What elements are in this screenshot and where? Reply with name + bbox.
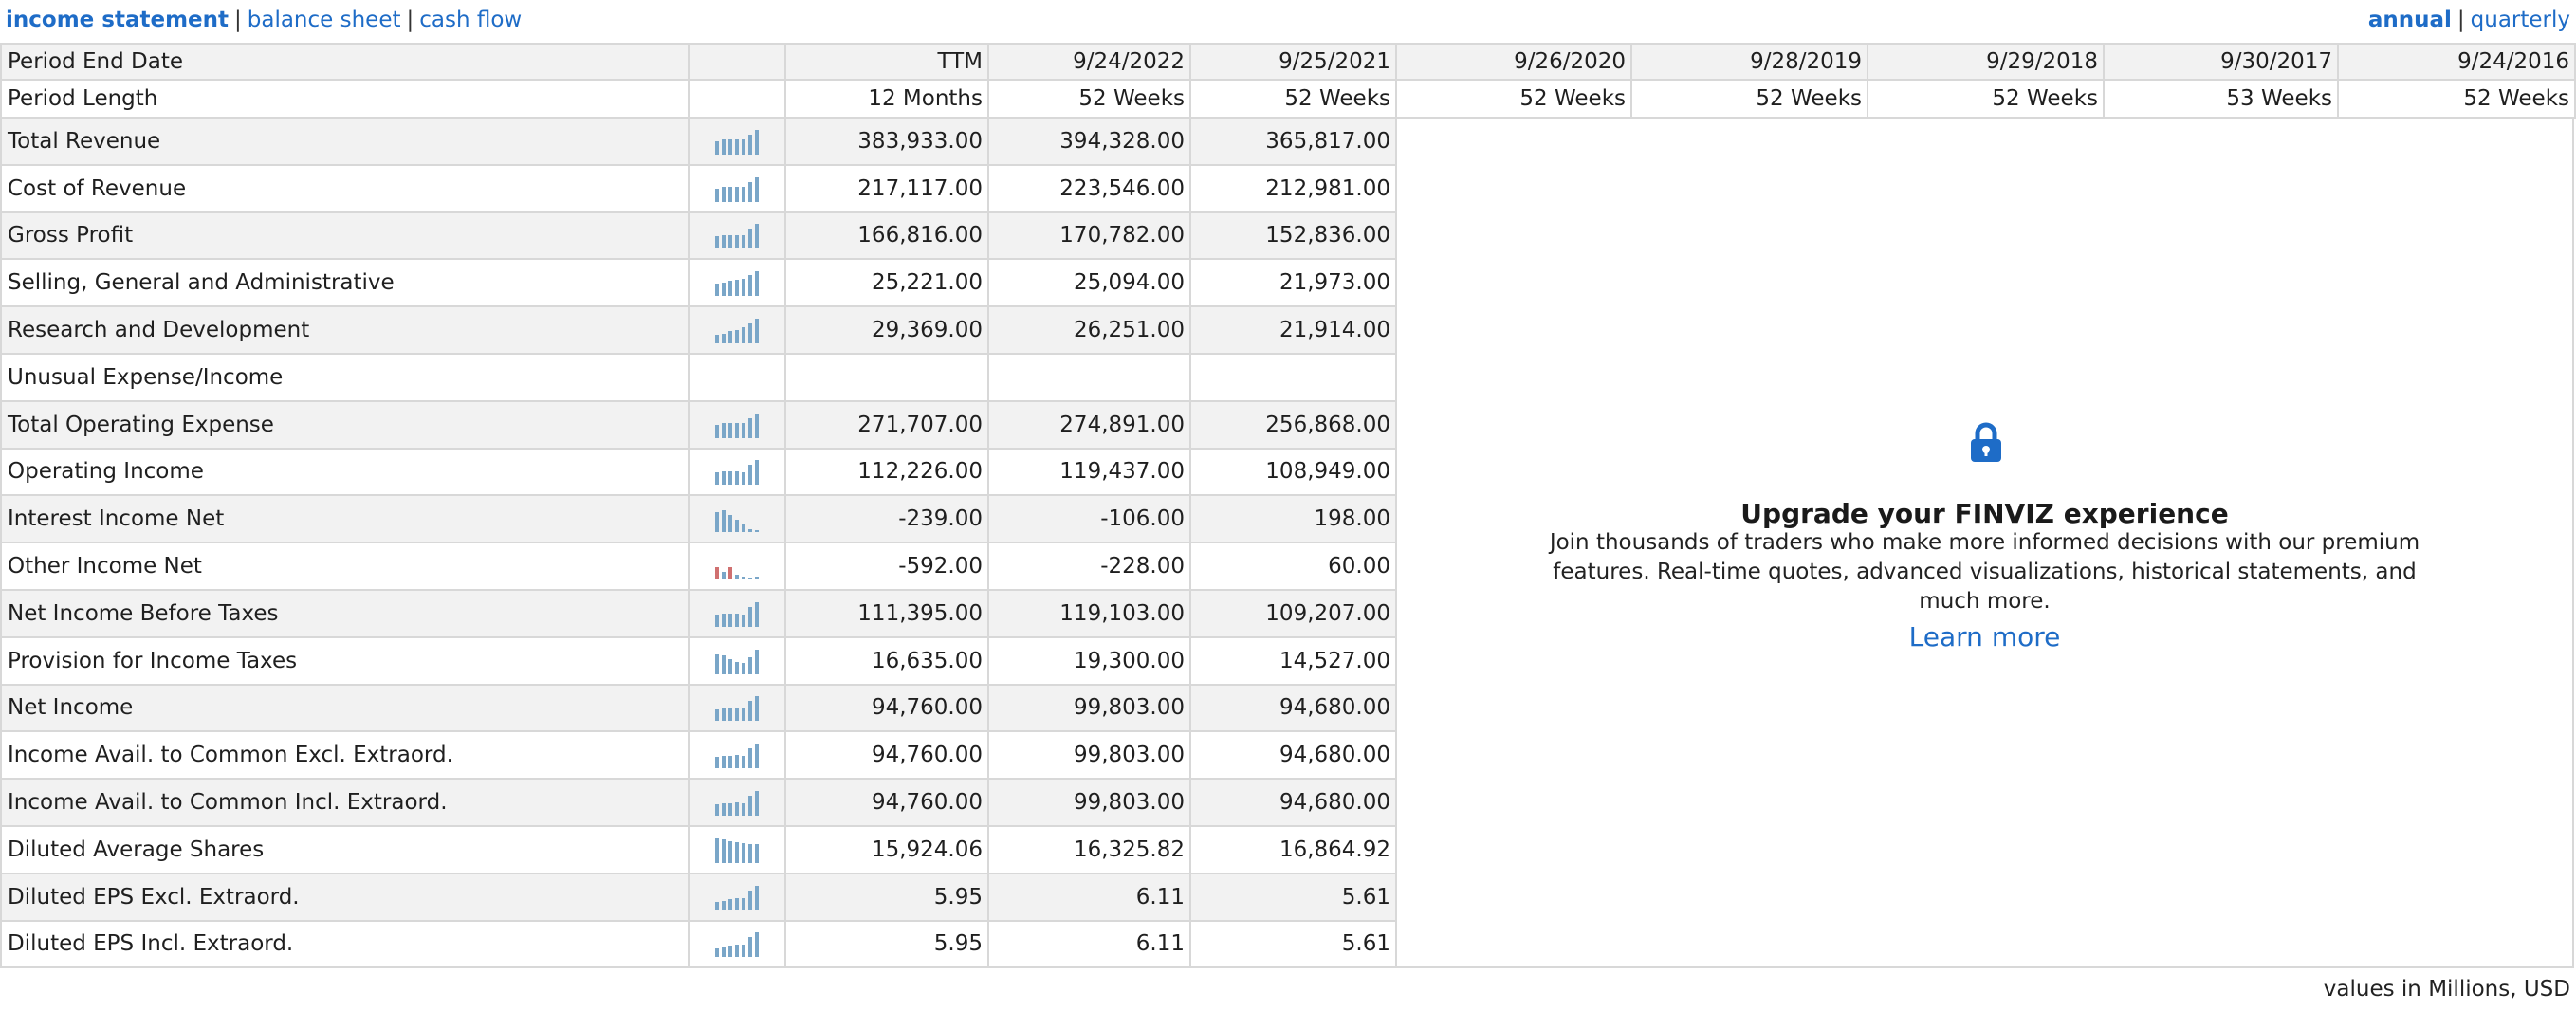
spark-bar bbox=[748, 275, 752, 296]
period-length: 12 Months bbox=[786, 81, 989, 119]
spark-bar bbox=[742, 524, 745, 532]
value-cell: 21,973.00 bbox=[1191, 260, 1397, 307]
spark-bar bbox=[728, 614, 732, 627]
value-cell: 99,803.00 bbox=[989, 780, 1191, 827]
spark-bar bbox=[742, 577, 745, 579]
value-cell: 25,221.00 bbox=[786, 260, 989, 307]
value-cell: 94,680.00 bbox=[1191, 780, 1397, 827]
value-cell bbox=[989, 355, 1191, 402]
value-cell: 99,803.00 bbox=[989, 732, 1191, 780]
spark-bar bbox=[722, 803, 726, 816]
spark-bar bbox=[742, 843, 745, 863]
period-length: 52 Weeks bbox=[1397, 81, 1632, 119]
spark-bar bbox=[735, 280, 739, 296]
sparkline bbox=[690, 119, 784, 164]
period-length: 53 Weeks bbox=[2105, 81, 2339, 119]
spark-bar bbox=[755, 696, 759, 721]
spark-bar bbox=[715, 654, 719, 674]
spark-bar bbox=[755, 319, 759, 343]
spark-bar bbox=[728, 946, 732, 957]
tab-income-statement[interactable]: income statement bbox=[6, 8, 229, 32]
period-date: 9/25/2021 bbox=[1191, 43, 1397, 81]
sparkline bbox=[690, 591, 784, 636]
period-length-row bbox=[0, 81, 2576, 119]
toggle-annual[interactable]: annual bbox=[2367, 8, 2452, 32]
sparkline bbox=[690, 874, 784, 920]
spark-bar bbox=[715, 472, 719, 485]
period-date: 9/26/2020 bbox=[1397, 43, 1632, 81]
mini-chart[interactable] bbox=[690, 307, 786, 355]
value-cell: 5.95 bbox=[786, 874, 989, 922]
spark-bar bbox=[722, 839, 726, 863]
spark-bar bbox=[742, 898, 745, 910]
sparkline bbox=[690, 166, 784, 211]
spark-bar bbox=[755, 844, 759, 863]
spark-bar bbox=[728, 899, 732, 910]
value-cell: 256,868.00 bbox=[1191, 402, 1397, 450]
value-cell: 170,782.00 bbox=[989, 213, 1191, 261]
spark-bar bbox=[755, 130, 759, 155]
mini-chart[interactable] bbox=[690, 166, 786, 213]
spark-bar bbox=[755, 650, 759, 674]
spark-bar bbox=[755, 886, 759, 910]
spark-bar bbox=[722, 947, 726, 957]
spark-bar bbox=[728, 281, 732, 296]
value-cell: 112,226.00 bbox=[786, 450, 989, 497]
spark-bar bbox=[715, 425, 719, 438]
period-date: 9/30/2017 bbox=[2105, 43, 2339, 81]
lock-icon bbox=[1968, 422, 2004, 464]
spark-bar bbox=[748, 529, 752, 532]
spark-bar bbox=[735, 945, 739, 957]
spark-bar bbox=[755, 414, 759, 438]
value-cell: 19,300.00 bbox=[989, 638, 1191, 686]
spark-bar bbox=[728, 515, 732, 532]
value-cell: 119,103.00 bbox=[989, 591, 1191, 638]
spark-bar bbox=[728, 331, 732, 343]
upgrade-title: Upgrade your FINVIZ experience bbox=[1740, 498, 2229, 529]
spark-bar bbox=[728, 708, 732, 721]
period-length: 52 Weeks bbox=[2339, 81, 2576, 119]
spark-bar bbox=[755, 460, 759, 485]
tab-balance-sheet[interactable]: balance sheet bbox=[247, 8, 401, 32]
spark-bar bbox=[715, 615, 719, 627]
upgrade-description: Join thousands of traders who make more informed decisions with our premium features. Real-time quotes, advanced visualizations, historical statements, and much more. bbox=[1549, 530, 2420, 614]
spark-bar bbox=[735, 471, 739, 485]
chart-column-cell bbox=[690, 43, 786, 81]
value-cell bbox=[786, 355, 989, 402]
mini-chart[interactable] bbox=[690, 260, 786, 307]
value-cell: 6.11 bbox=[989, 874, 1191, 922]
mini-chart[interactable] bbox=[690, 119, 786, 166]
tab-cash-flow[interactable]: cash flow bbox=[419, 8, 523, 32]
spark-bar bbox=[722, 235, 726, 248]
spark-bar bbox=[748, 229, 752, 248]
spark-bar bbox=[722, 510, 726, 532]
value-cell: 16,864.92 bbox=[1191, 827, 1397, 874]
row-label: Total Revenue bbox=[0, 119, 690, 166]
spark-bar bbox=[748, 844, 752, 863]
value-cell: 365,817.00 bbox=[1191, 119, 1397, 166]
mini-chart[interactable] bbox=[690, 638, 786, 686]
spark-bar bbox=[755, 224, 759, 248]
period-length: 52 Weeks bbox=[989, 81, 1191, 119]
row-label: Cost of Revenue bbox=[0, 166, 690, 213]
period-length: 52 Weeks bbox=[1632, 81, 1868, 119]
value-cell: 166,816.00 bbox=[786, 213, 989, 261]
value-cell: 25,094.00 bbox=[989, 260, 1191, 307]
row-label: Operating Income bbox=[0, 450, 690, 497]
mini-chart[interactable] bbox=[690, 732, 786, 780]
separator: | bbox=[2456, 8, 2465, 32]
row-label: Research and Development bbox=[0, 307, 690, 355]
sparkline bbox=[690, 922, 784, 967]
value-cell: 26,251.00 bbox=[989, 307, 1191, 355]
spark-bar bbox=[728, 423, 732, 438]
spark-bar bbox=[742, 945, 745, 957]
spark-bar bbox=[748, 135, 752, 155]
spark-bar bbox=[722, 655, 726, 674]
value-cell: -592.00 bbox=[786, 543, 989, 591]
sparkline bbox=[690, 638, 784, 684]
sparkline bbox=[690, 307, 784, 353]
sparkline bbox=[690, 450, 784, 495]
spark-bar bbox=[715, 948, 719, 957]
spark-bar bbox=[735, 520, 739, 532]
value-cell: 394,328.00 bbox=[989, 119, 1191, 166]
spark-bar bbox=[735, 842, 739, 863]
value-cell: 6.11 bbox=[989, 922, 1191, 969]
spark-bar bbox=[755, 177, 759, 202]
spark-bar bbox=[735, 708, 739, 721]
row-label: Gross Profit bbox=[0, 213, 690, 261]
spark-bar bbox=[715, 335, 719, 343]
row-label: Diluted EPS Incl. Extraord. bbox=[0, 922, 690, 969]
period-toggle bbox=[2368, 8, 2570, 32]
value-cell: 274,891.00 bbox=[989, 402, 1191, 450]
row-label: Total Operating Expense bbox=[0, 402, 690, 450]
period-date: 9/24/2022 bbox=[989, 43, 1191, 81]
value-cell: -228.00 bbox=[989, 543, 1191, 591]
spark-bar bbox=[715, 141, 719, 155]
value-cell: 223,546.00 bbox=[989, 166, 1191, 213]
period-date: 9/24/2016 bbox=[2339, 43, 2576, 81]
value-cell: 111,395.00 bbox=[786, 591, 989, 638]
spark-bar bbox=[728, 567, 732, 579]
row-label: Interest Income Net bbox=[0, 496, 690, 543]
period-length: 52 Weeks bbox=[1868, 81, 2105, 119]
mini-chart[interactable] bbox=[690, 496, 786, 543]
spark-bar bbox=[715, 567, 719, 579]
spark-bar bbox=[728, 841, 732, 863]
value-cell: 5.61 bbox=[1191, 922, 1397, 969]
value-cell: 5.95 bbox=[786, 922, 989, 969]
spark-bar bbox=[715, 709, 719, 721]
spark-bar bbox=[722, 756, 726, 768]
value-cell: 108,949.00 bbox=[1191, 450, 1397, 497]
spark-bar bbox=[722, 614, 726, 627]
spark-bar bbox=[735, 139, 739, 155]
sparkline bbox=[690, 686, 784, 731]
spark-bar bbox=[755, 932, 759, 957]
value-cell: 21,914.00 bbox=[1191, 307, 1397, 355]
spark-bar bbox=[742, 472, 745, 485]
spark-bar bbox=[735, 423, 739, 438]
period-date: 9/28/2019 bbox=[1632, 43, 1868, 81]
spark-bar bbox=[742, 756, 745, 768]
value-cell: 5.61 bbox=[1191, 874, 1397, 922]
learn-more-link[interactable]: Learn more bbox=[1908, 621, 2061, 653]
spark-bar bbox=[742, 803, 745, 816]
spark-bar bbox=[735, 662, 739, 674]
spark-bar bbox=[735, 755, 739, 768]
spark-bar bbox=[735, 614, 739, 627]
sparkline bbox=[690, 355, 784, 400]
value-cell: 217,117.00 bbox=[786, 166, 989, 213]
toggle-quarterly[interactable]: quarterly bbox=[2470, 8, 2570, 32]
mini-chart[interactable] bbox=[690, 827, 786, 874]
value-cell: 119,437.00 bbox=[989, 450, 1191, 497]
spark-bar bbox=[715, 189, 719, 202]
value-cell: 94,760.00 bbox=[786, 780, 989, 827]
value-cell: 271,707.00 bbox=[786, 402, 989, 450]
value-cell: 94,760.00 bbox=[786, 732, 989, 780]
mini-chart[interactable] bbox=[690, 213, 786, 261]
mini-chart[interactable] bbox=[690, 780, 786, 827]
spark-bar bbox=[735, 802, 739, 816]
value-cell: 16,635.00 bbox=[786, 638, 989, 686]
spark-bar bbox=[715, 804, 719, 816]
sparkline bbox=[690, 780, 784, 825]
spark-bar bbox=[722, 471, 726, 485]
value-cell: -239.00 bbox=[786, 496, 989, 543]
sparkline bbox=[690, 260, 784, 305]
spark-bar bbox=[728, 471, 732, 485]
spark-bar bbox=[715, 512, 719, 532]
period-date: 9/29/2018 bbox=[1868, 43, 2105, 81]
spark-bar bbox=[748, 657, 752, 674]
row-label: Net Income bbox=[0, 686, 690, 733]
row-label: Income Avail. to Common Excl. Extraord. bbox=[0, 732, 690, 780]
spark-bar bbox=[728, 659, 732, 674]
spark-bar bbox=[755, 744, 759, 768]
statement-tabs bbox=[6, 8, 522, 32]
row-label: Period Length bbox=[0, 81, 690, 119]
row-label: Other Income Net bbox=[0, 543, 690, 591]
spark-bar bbox=[728, 803, 732, 816]
spark-bar bbox=[748, 182, 752, 202]
value-cell bbox=[1191, 355, 1397, 402]
spark-bar bbox=[735, 898, 739, 910]
spark-bar bbox=[722, 187, 726, 202]
spark-bar bbox=[742, 235, 745, 248]
sparkline bbox=[690, 496, 784, 542]
mini-chart[interactable] bbox=[690, 591, 786, 638]
spark-bar bbox=[742, 279, 745, 296]
value-cell: 383,933.00 bbox=[786, 119, 989, 166]
spark-bar bbox=[735, 330, 739, 343]
spark-bar bbox=[715, 236, 719, 248]
spark-bar bbox=[735, 235, 739, 248]
units-note: values in Millions, USD bbox=[2323, 977, 2570, 1002]
spark-bar bbox=[728, 187, 732, 202]
value-cell: 60.00 bbox=[1191, 543, 1397, 591]
spark-bar bbox=[755, 271, 759, 296]
sparkline bbox=[690, 213, 784, 259]
spark-bar bbox=[722, 901, 726, 910]
value-cell: 15,924.06 bbox=[786, 827, 989, 874]
spark-bar bbox=[722, 423, 726, 438]
spark-bar bbox=[748, 578, 752, 579]
mini-chart[interactable] bbox=[690, 543, 786, 591]
value-cell: 152,836.00 bbox=[1191, 213, 1397, 261]
row-label: Diluted Average Shares bbox=[0, 827, 690, 874]
value-cell: 94,680.00 bbox=[1191, 732, 1397, 780]
value-cell: 99,803.00 bbox=[989, 686, 1191, 733]
spark-bar bbox=[755, 530, 759, 532]
row-label: Income Avail. to Common Incl. Extraord. bbox=[0, 780, 690, 827]
spark-bar bbox=[742, 615, 745, 627]
sparkline bbox=[690, 402, 784, 448]
mini-chart[interactable] bbox=[690, 450, 786, 497]
spark-bar bbox=[748, 937, 752, 957]
value-cell: 94,760.00 bbox=[786, 686, 989, 733]
spark-bar bbox=[742, 187, 745, 202]
upgrade-panel bbox=[1397, 119, 2574, 968]
spark-bar bbox=[722, 283, 726, 296]
spark-bar bbox=[748, 607, 752, 627]
spark-bar bbox=[748, 418, 752, 438]
spark-bar bbox=[742, 139, 745, 155]
spark-bar bbox=[728, 756, 732, 768]
spark-bar bbox=[742, 423, 745, 438]
spark-bar bbox=[728, 235, 732, 248]
spark-bar bbox=[755, 602, 759, 627]
spark-bar bbox=[735, 575, 739, 579]
spark-bar bbox=[742, 327, 745, 343]
spark-bar bbox=[755, 577, 759, 579]
spark-bar bbox=[715, 838, 719, 863]
spark-bar bbox=[748, 465, 752, 485]
mini-chart[interactable] bbox=[690, 355, 786, 402]
value-cell: 212,981.00 bbox=[1191, 166, 1397, 213]
spark-bar bbox=[748, 748, 752, 768]
spark-bar bbox=[742, 708, 745, 721]
mini-chart[interactable] bbox=[690, 922, 786, 969]
spark-bar bbox=[722, 334, 726, 343]
sparkline bbox=[690, 732, 784, 778]
spark-bar bbox=[715, 284, 719, 296]
row-label: Diluted EPS Excl. Extraord. bbox=[0, 874, 690, 922]
value-cell: -106.00 bbox=[989, 496, 1191, 543]
period-date: TTM bbox=[786, 43, 989, 81]
spark-bar bbox=[728, 139, 732, 155]
chart-column-cell bbox=[690, 81, 786, 119]
spark-bar bbox=[755, 791, 759, 816]
row-label: Net Income Before Taxes bbox=[0, 591, 690, 638]
mini-chart[interactable] bbox=[690, 686, 786, 733]
separator: | bbox=[406, 8, 414, 32]
spark-bar bbox=[748, 323, 752, 343]
spark-bar bbox=[715, 757, 719, 768]
value-cell: 14,527.00 bbox=[1191, 638, 1397, 686]
spark-bar bbox=[722, 572, 726, 579]
spark-bar bbox=[722, 708, 726, 721]
spark-bar bbox=[722, 139, 726, 155]
value-cell: 16,325.82 bbox=[989, 827, 1191, 874]
value-cell: 29,369.00 bbox=[786, 307, 989, 355]
spark-bar bbox=[748, 891, 752, 910]
value-cell: 109,207.00 bbox=[1191, 591, 1397, 638]
period-end-row bbox=[0, 43, 2576, 81]
mini-chart[interactable] bbox=[690, 874, 786, 922]
value-cell: 198.00 bbox=[1191, 496, 1397, 543]
row-label: Provision for Income Taxes bbox=[0, 638, 690, 686]
mini-chart[interactable] bbox=[690, 402, 786, 450]
value-cell: 94,680.00 bbox=[1191, 686, 1397, 733]
row-label: Unusual Expense/Income bbox=[0, 355, 690, 402]
separator: | bbox=[234, 8, 242, 32]
period-length: 52 Weeks bbox=[1191, 81, 1397, 119]
spark-bar bbox=[748, 796, 752, 816]
sparkline bbox=[690, 827, 784, 873]
sparkline bbox=[690, 543, 784, 589]
spark-bar bbox=[748, 701, 752, 721]
spark-bar bbox=[735, 187, 739, 202]
row-label: Period End Date bbox=[0, 43, 690, 81]
spark-bar bbox=[742, 663, 745, 674]
row-label: Selling, General and Administrative bbox=[0, 260, 690, 307]
spark-bar bbox=[715, 902, 719, 910]
